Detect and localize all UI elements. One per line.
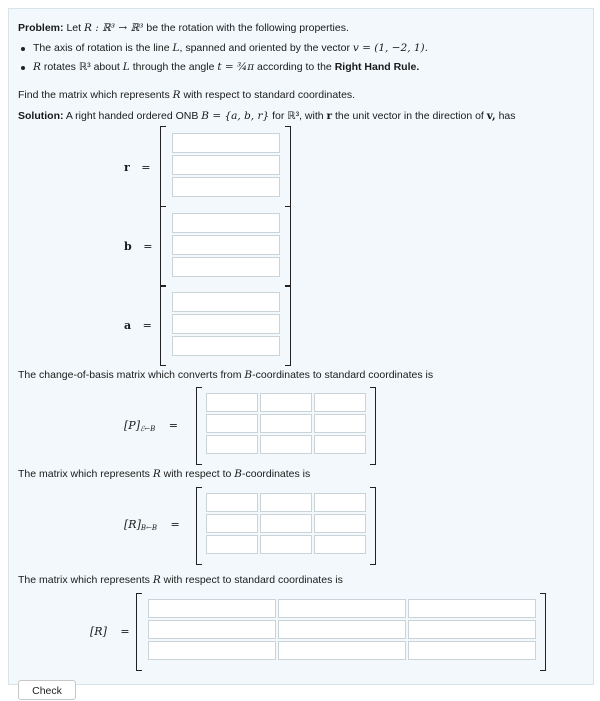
rb-matrix-label: $[R]_{B\leftarrow B}$ = bbox=[124, 518, 180, 532]
vector-v: v = (1, −2, 1). bbox=[352, 42, 428, 54]
left-bracket bbox=[160, 126, 166, 207]
r-cell-3-2[interactable] bbox=[278, 641, 406, 660]
r-cell-1-3[interactable] bbox=[408, 599, 536, 618]
left-bracket bbox=[196, 387, 202, 465]
bullet-icon bbox=[21, 66, 25, 70]
check-button[interactable]: Check bbox=[18, 680, 76, 700]
r-cell-1-2[interactable] bbox=[278, 599, 406, 618]
p-cell-3-1[interactable] bbox=[206, 435, 258, 454]
rb-cell-3-1[interactable] bbox=[206, 535, 258, 554]
a-entry-1[interactable] bbox=[172, 292, 280, 312]
rb-cell-3-2[interactable] bbox=[260, 535, 312, 554]
p-cell-2-1[interactable] bbox=[206, 414, 258, 433]
solution-label: Solution: bbox=[18, 110, 64, 122]
rb-text: The matrix which represents R with respect to B-coordinates is bbox=[18, 468, 311, 480]
p-cell-1-3[interactable] bbox=[314, 393, 366, 412]
vector-r-label: r = bbox=[124, 161, 151, 174]
p-cell-2-2[interactable] bbox=[260, 414, 312, 433]
a-entry-3[interactable] bbox=[172, 336, 280, 356]
problem-label: Problem: bbox=[18, 22, 64, 34]
angle-t: t = ¾π bbox=[217, 61, 255, 73]
r-cell-2-1[interactable] bbox=[148, 620, 276, 639]
rb-cell-2-1[interactable] bbox=[206, 514, 258, 533]
b-entry-3[interactable] bbox=[172, 257, 280, 277]
map-notation: R : ℝ³ → ℝ³ bbox=[83, 22, 144, 34]
a-entry-2[interactable] bbox=[172, 314, 280, 334]
rb-cell-3-3[interactable] bbox=[314, 535, 366, 554]
r-cell-2-3[interactable] bbox=[408, 620, 536, 639]
p-cell-2-3[interactable] bbox=[314, 414, 366, 433]
right-bracket bbox=[285, 206, 291, 287]
r-cell-3-1[interactable] bbox=[148, 641, 276, 660]
left-bracket bbox=[136, 593, 142, 671]
vector-a-label: a = bbox=[124, 319, 152, 332]
r-matrix-label: [R] = bbox=[90, 625, 130, 638]
right-bracket bbox=[285, 126, 291, 207]
bullet-axis: The axis of rotation is the line L, spanned and oriented by the vector v = (1, −2, 1). bbox=[33, 42, 428, 54]
problem-statement: Problem: Let R : ℝ³ → ℝ³ be the rotation with the following properties. bbox=[18, 22, 349, 34]
rb-cell-1-1[interactable] bbox=[206, 493, 258, 512]
solution-intro: Solution: A right handed ordered ONB B = {a, b, r} for ℝ³, with r the unit vector in the direction of v, has bbox=[18, 110, 516, 122]
b-entry-1[interactable] bbox=[172, 213, 280, 233]
right-bracket bbox=[285, 285, 291, 366]
r-entry-1[interactable] bbox=[172, 133, 280, 153]
p-cell-3-2[interactable] bbox=[260, 435, 312, 454]
right-bracket bbox=[370, 487, 376, 565]
rstd-text: The matrix which represents R with respect to standard coordinates is bbox=[18, 574, 343, 586]
p-cell-3-3[interactable] bbox=[314, 435, 366, 454]
left-bracket bbox=[160, 206, 166, 287]
p-matrix-label: $[P]_{ℰ\leftarrow B}$ = bbox=[124, 419, 178, 433]
p-cell-1-1[interactable] bbox=[206, 393, 258, 412]
r-cell-3-3[interactable] bbox=[408, 641, 536, 660]
right-bracket bbox=[370, 387, 376, 465]
b-entry-2[interactable] bbox=[172, 235, 280, 255]
rb-cell-2-3[interactable] bbox=[314, 514, 366, 533]
r-cell-2-2[interactable] bbox=[278, 620, 406, 639]
rb-cell-1-2[interactable] bbox=[260, 493, 312, 512]
left-bracket bbox=[160, 285, 166, 366]
rb-cell-2-2[interactable] bbox=[260, 514, 312, 533]
rb-cell-1-3[interactable] bbox=[314, 493, 366, 512]
r-cell-1-1[interactable] bbox=[148, 599, 276, 618]
bullet-icon bbox=[21, 47, 25, 51]
left-bracket bbox=[196, 487, 202, 565]
bullet-angle: R rotates ℝ³ about L through the angle t = ¾π according to the Right Hand Rule. bbox=[33, 61, 420, 73]
vector-b-label: b = bbox=[124, 240, 153, 253]
r-entry-3[interactable] bbox=[172, 177, 280, 197]
right-bracket bbox=[540, 593, 546, 671]
change-basis-text: The change-of-basis matrix which converts from B-coordinates to standard coordinates is bbox=[18, 369, 434, 381]
find-instruction: Find the matrix which represents R with respect to standard coordinates. bbox=[18, 89, 356, 101]
p-cell-1-2[interactable] bbox=[260, 393, 312, 412]
r-entry-2[interactable] bbox=[172, 155, 280, 175]
